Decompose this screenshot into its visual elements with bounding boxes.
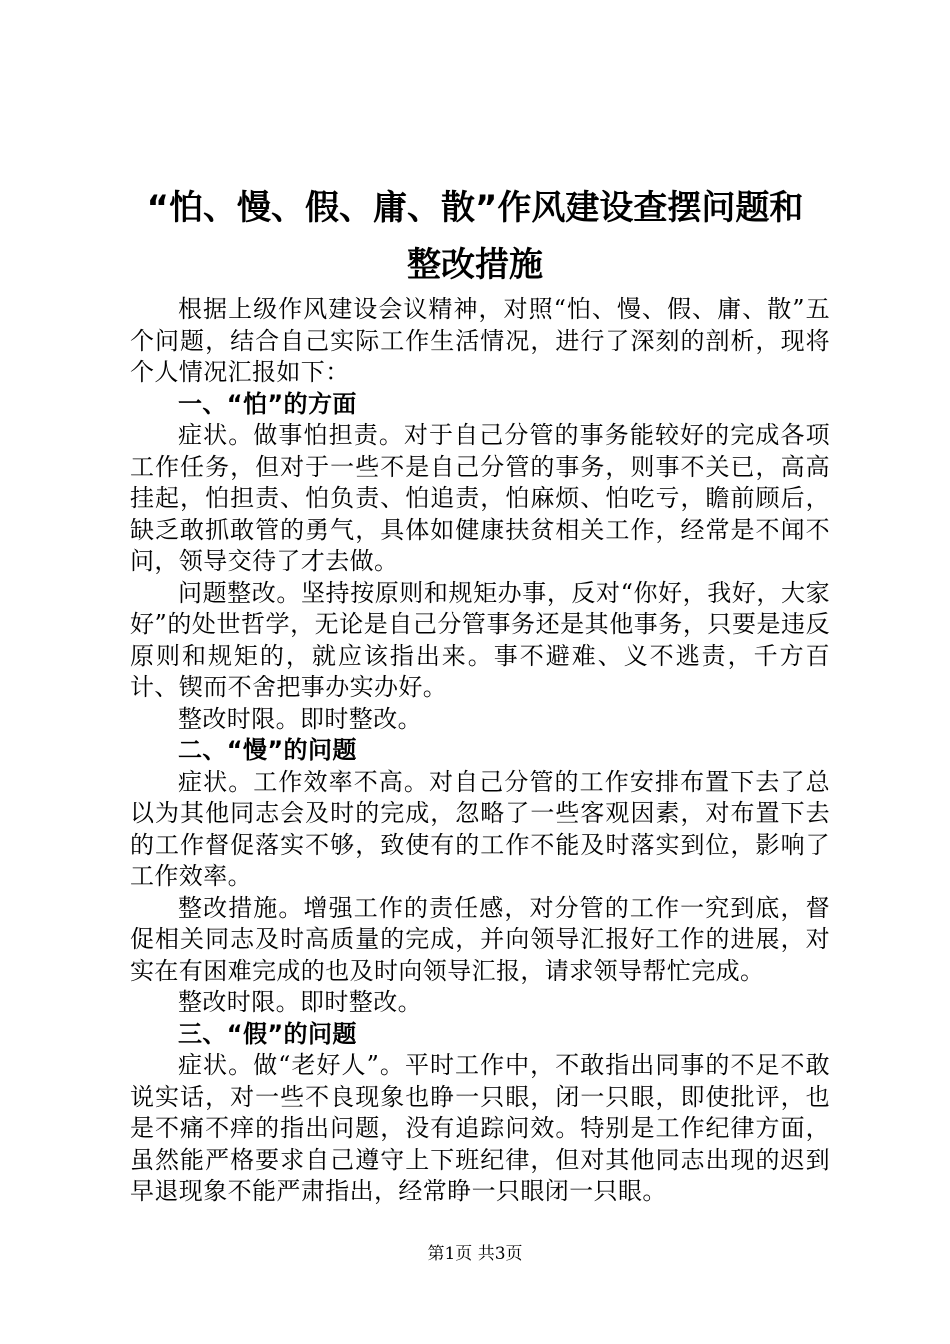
- paragraph: 根据上级作风建设会议精神，对照“怕、慢、假、庸、散”五个问题，结合自己实际工作生活情况，进行了深刻的剖析，现将个人情况汇报如下：: [130, 295, 830, 386]
- page-footer: 第1页 共3页: [427, 1244, 523, 1264]
- paragraph: 症状。做“老好人”。平时工作中，不敢指出同事的不足不敢说实话，对一些不良现象也睁一只眼，闭一只眼，即使批评，也是不痛不痒的指出问题，没有追踪问效。特别是工作纪律方面，虽然能严格要求自己遵守上下班纪律，但对其他同志出现的迟到早退现象不能严肃指出，经常睁一只眼闭一只眼。: [130, 1051, 830, 1205]
- paragraph: 整改时限。即时整改。: [178, 704, 422, 733]
- document-title-line-2: 整改措施: [407, 245, 543, 285]
- paragraph: 症状。工作效率不高。对自己分管的工作安排布置下去了总以为其他同志会及时的完成，忽略了一些客观因素，对布置下去的工作督促落实不够，致使有的工作不能及时落实到位，影响了工作效率。: [130, 767, 830, 890]
- document-title-line-1: “怕、慢、假、庸、散”作风建设查摆问题和: [146, 188, 804, 228]
- paragraph: 整改时限。即时整改。: [178, 988, 422, 1016]
- paragraph: 问题整改。坚持按原则和规矩办事，反对“你好，我好，大家好”的处世哲学，无论是自己分管事务还是其他事务，只要是违反原则和规矩的，就应该指出来。事不避难、义不逃责，千方百计、锲而不舍把事办实办好。: [130, 578, 830, 701]
- section-heading: 二、“慢”的问题: [178, 736, 357, 764]
- section-heading: 一、“怕”的方面: [178, 389, 357, 418]
- paragraph: 症状。做事怕担责。对于自己分管的事务能较好的完成各项工作任务，但对于一些不是自己分管的事务，则事不关已，高高挂起，怕担责、怕负责、怕追责，怕麻烦、怕吃亏，瞻前顾后，缺乏敢抓敢管的勇气，具体如健康扶贫相关工作，经常是不闻不问，领导交待了才去做。: [130, 421, 830, 575]
- section-heading: 三、“假”的问题: [178, 1019, 357, 1048]
- document-body: [130, 294, 830, 1208]
- paragraph: 整改措施。增强工作的责任感，对分管的工作一究到底，督促相关同志及时高质量的完成，并向领导汇报好工作的进展，对实在有困难完成的也及时向领导汇报，请求领导帮忙完成。: [130, 893, 830, 985]
